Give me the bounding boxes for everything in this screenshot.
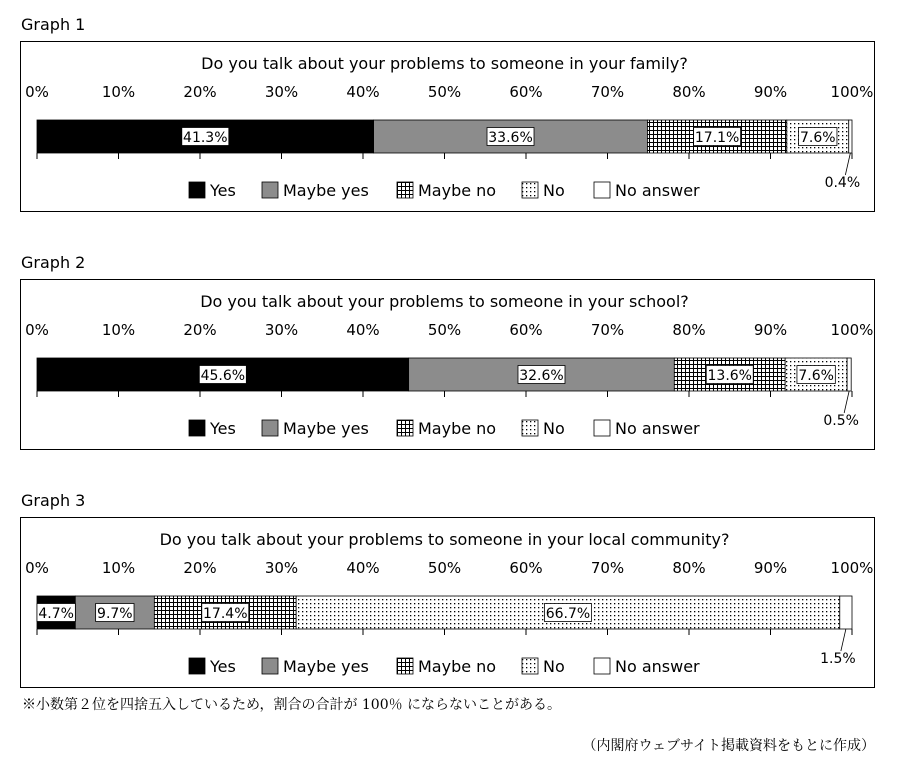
legend-swatch-no_answer (594, 658, 610, 674)
tick-label: 40% (346, 83, 380, 101)
tick-label: 10% (101, 559, 136, 577)
legend-swatch-maybe_yes (262, 658, 278, 674)
tick-label: 40% (346, 559, 380, 577)
data-label-leader (841, 629, 846, 651)
legend-label-no_answer: No answer (615, 657, 700, 676)
tick-label: 30% (264, 559, 299, 577)
tick-label: 20% (183, 559, 217, 577)
legend-swatch-yes (189, 182, 205, 198)
legend-swatch-maybe_yes (262, 182, 278, 198)
legend-label-yes: Yes (210, 419, 236, 438)
tick-label: 0% (25, 321, 49, 339)
tick-label: 90% (753, 321, 788, 339)
tick-label: 50% (427, 83, 462, 101)
legend-swatch-no_answer (594, 182, 610, 198)
graph-2-chart (21, 280, 874, 449)
tick-label: 10% (101, 83, 136, 101)
tick-label: 50% (427, 321, 462, 339)
tick-label: 70% (590, 321, 625, 339)
tick-label: 30% (264, 321, 299, 339)
legend-swatch-no (522, 658, 538, 674)
data-label: 9.7% (97, 606, 133, 622)
tick-label: 0% (25, 559, 49, 577)
data-label: 33.6% (488, 130, 533, 146)
tick-label: 90% (753, 83, 788, 101)
legend-label-maybe_no: Maybe no (418, 181, 497, 200)
tick-label: 70% (590, 559, 625, 577)
data-label: 7.6% (798, 368, 834, 384)
tick-label: 60% (509, 83, 543, 101)
tick-label: 30% (264, 83, 299, 101)
legend-swatch-maybe_no (397, 658, 413, 674)
tick-label: 0% (25, 83, 49, 101)
graph-2-frame (20, 279, 875, 450)
tick-label: 70% (590, 83, 625, 101)
chart-title: Do you talk about your problems to someone in your family? (201, 54, 688, 73)
legend-label-no_answer: No answer (615, 181, 700, 200)
legend-swatch-yes (189, 420, 205, 436)
tick-label: 100% (830, 321, 874, 339)
graph-1-label: Graph 1 (21, 15, 86, 34)
data-label: 66.7% (545, 606, 591, 622)
bar-segment-no_answer (847, 358, 851, 391)
legend-label-no_answer: No answer (615, 419, 700, 438)
graph-1-frame (20, 41, 875, 212)
tick-label: 60% (509, 321, 543, 339)
legend-label-maybe_yes: Maybe yes (283, 419, 369, 438)
data-label: 0.5% (823, 413, 859, 429)
tick-label: 50% (427, 559, 462, 577)
legend-swatch-maybe_no (397, 420, 413, 436)
tick-label: 80% (672, 559, 706, 577)
legend-label-maybe_yes: Maybe yes (283, 657, 369, 676)
tick-label: 100% (830, 83, 874, 101)
data-label-leader (845, 153, 850, 175)
graph-3-frame (20, 517, 875, 688)
legend-swatch-yes (189, 658, 205, 674)
tick-label: 40% (346, 321, 380, 339)
tick-label: 20% (183, 83, 217, 101)
tick-label: 90% (753, 559, 788, 577)
data-label: 45.6% (200, 368, 246, 384)
legend-swatch-no (522, 420, 538, 436)
legend-swatch-maybe_no (397, 182, 413, 198)
graph-1-chart (21, 42, 874, 211)
data-label: 17.4% (203, 606, 248, 622)
data-label: 1.5% (820, 651, 856, 667)
graph-3-chart (21, 518, 874, 687)
legend-label-no: No (543, 181, 565, 200)
graph-3-label: Graph 3 (21, 491, 86, 510)
chart-title: Do you talk about your problems to someone in your school? (200, 292, 689, 311)
data-label: 4.7% (38, 606, 74, 622)
footnote: ※小数第２位を四捨五入しているため，割合の合計が 100％ にならないことがある。 (22, 697, 562, 713)
data-label: 7.6% (799, 130, 836, 146)
tick-label: 20% (183, 321, 217, 339)
legend-label-no: No (543, 419, 565, 438)
tick-label: 60% (509, 559, 543, 577)
legend-label-yes: Yes (210, 181, 236, 200)
legend-swatch-maybe_yes (262, 420, 278, 436)
tick-label: 80% (672, 321, 706, 339)
data-label: 41.3% (183, 130, 228, 146)
data-label: 32.6% (519, 368, 564, 384)
data-label: 13.6% (707, 368, 752, 384)
legend-swatch-no (522, 182, 538, 198)
legend-label-maybe_no: Maybe no (418, 657, 497, 676)
legend-label-maybe_no: Maybe no (418, 419, 497, 438)
legend-label-no: No (543, 657, 565, 676)
data-label: 17.1% (694, 130, 740, 146)
tick-label: 100% (830, 559, 874, 577)
bar-segment-no_answer (849, 120, 852, 153)
bar-segment-no_answer (840, 596, 852, 629)
data-label: 0.4% (824, 175, 861, 191)
legend-swatch-no_answer (594, 420, 610, 436)
legend-label-yes: Yes (210, 657, 236, 676)
graph-2-label: Graph 2 (21, 253, 86, 272)
source-note: （内閣府ウェブサイト掲載資料をもとに作成） (582, 738, 875, 754)
tick-label: 80% (672, 83, 706, 101)
legend-label-maybe_yes: Maybe yes (283, 181, 369, 200)
data-label-leader (844, 391, 849, 413)
tick-label: 10% (101, 321, 136, 339)
chart-title: Do you talk about your problems to someone in your local community? (159, 530, 730, 549)
